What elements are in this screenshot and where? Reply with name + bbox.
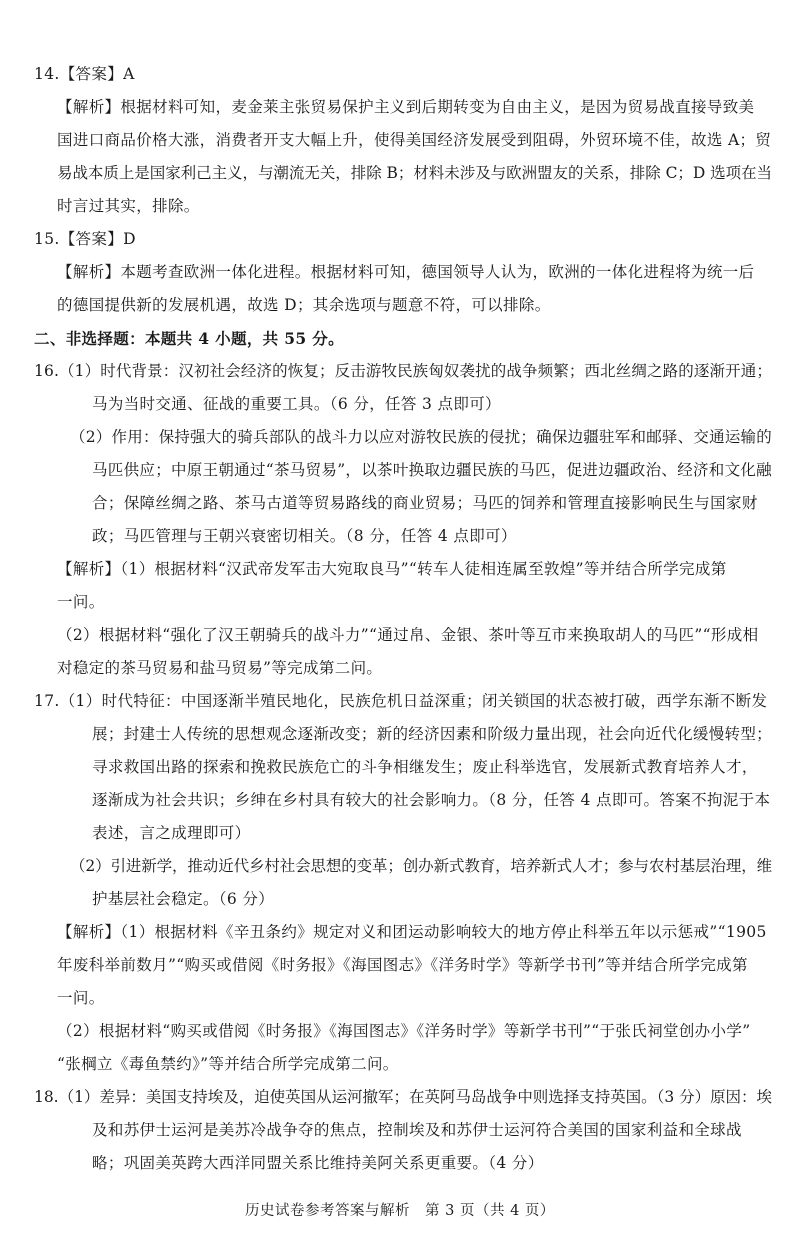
text-line: 17.（1）时代特征：中国逐渐半殖民地化，民族危机日益深重；闭关锁国的状态被打破，西学东渐不断发 [34,692,768,710]
text-line: 时言过其实，排除。 [57,197,200,215]
text-line: 【解析】（1）根据材料《辛丑条约》规定对义和团运动影响较大的地方停止科举五年以示惩戒”“1905 [57,923,767,941]
text-line: 的德国提供新的发展机遇，故选 D；其余选项与题意不符，可以排除。 [57,296,551,314]
text-line: 易战本质上是国家利己主义，与潮流无关，排除 B；材料未涉及与欧洲盟友的关系，排除 C；D 选项在当 [57,164,772,182]
text-line: 18.（1）差异：美国支持埃及，迫使英国从运河撤军；在英阿马岛战争中则选择支持英国。（3 分）原因：埃 [34,1088,772,1106]
text-line: （2）作用：保持强大的骑兵部队的战斗力以应对游牧民族的侵扰；确保边疆驻军和邮驿、交通运输的 [70,428,772,446]
text-line: 政；马匹管理与王朝兴衰密切相关。（8 分，任答 4 点即可） [92,527,517,545]
text-line: 【解析】（1）根据材料“汉武帝发军击大宛取良马”“转车人徒相连属至敦煌”等并结合所学完成第 [57,560,727,578]
text-line: 马匹供应；中原王朝通过“茶马贸易”，以茶叶换取边疆民族的马匹，促进边疆政治、经济和文化融 [92,461,772,479]
section-heading: 二、非选择题：本题共 4 小题，共 55 分。 [34,329,344,348]
text-line: 年废科举前数月”“购买或借阅《时务报》《海国图志》《洋务时学》等新学书刊”等并结合所学完成第 [57,956,748,974]
page-footer: 历史试卷参考答案与解析 第 3 页（共 4 页） [245,1203,555,1219]
text-line: 对稳定的茶马贸易和盐马贸易”等完成第二问。 [57,659,383,677]
text-line: 逐渐成为社会共识；乡绅在乡村具有较大的社会影响力。（8 分，任答 4 点即可。答案不拘泥于本 [92,791,771,809]
text-line: 14.【答案】A [34,65,135,83]
text-line: 【解析】本题考查欧洲一体化进程。根据材料可知，德国领导人认为，欧洲的一体化进程将为统一后 [57,263,755,281]
text-line: 【解析】根据材料可知，麦金莱主张贸易保护主义到后期转变为自由主义，是因为贸易战直接导致美 [57,98,755,116]
text-line: 一问。 [57,593,105,611]
text-line: 及和苏伊士运河是美苏冷战争夺的焦点，控制埃及和苏伊士运河符合美国的国家利益和全球战 [92,1121,742,1139]
text-line: 合；保障丝绸之路、茶马古道等贸易路线的商业贸易；马匹的饲养和管理直接影响民生与国家财 [92,494,758,512]
text-line: 护基层社会稳定。（6 分） [92,890,275,908]
text-line: 寻求救国出路的探索和挽救民族危亡的斗争相继发生；废止科举选官，发展新式教育培养人才， [92,758,758,776]
text-line: 马为当时交通、征战的重要工具。（6 分，任答 3 点即可） [92,395,501,413]
text-line: 展；封建士人传统的思想观念逐渐改变；新的经济因素和阶级力量出现，社会向近代化缓慢转型； [92,725,772,743]
text-line: “张棡立《毒鱼禁约》”等并结合所学完成第二问。 [57,1055,399,1073]
text-line: （2）根据材料“购买或借阅《时务报》《海国图志》《洋务时学》等新学书刊”“于张氏祠堂创办小学” [57,1022,751,1040]
text-line: 15.【答案】D [34,230,136,248]
text-line: 表述，言之成理即可） [92,824,251,842]
text-line: 一问。 [57,989,105,1007]
text-line: 16.（1）时代背景：汉初社会经济的恢复；反击游牧民族匈奴袭扰的战争频繁；西北丝绸之路的逐渐开通； [34,362,772,380]
text-line: （2）根据材料“强化了汉王朝骑兵的战斗力”“通过帛、金银、茶叶等互市来换取胡人的马匹”“形成相 [57,626,759,644]
text-line: 国进口商品价格大涨，消费者开支大幅上升，使得美国经济发展受到阻碍，外贸环境不佳，故选 A；贸 [57,131,772,149]
text-line: 略；巩固美英跨大西洋同盟关系比维持美阿关系更重要。（4 分） [92,1154,544,1172]
text-line: （2）引进新学，推动近代乡村社会思想的变革；创办新式教育，培养新式人才；参与农村基层治理，维 [70,857,772,875]
answer-content [34,58,772,1180]
